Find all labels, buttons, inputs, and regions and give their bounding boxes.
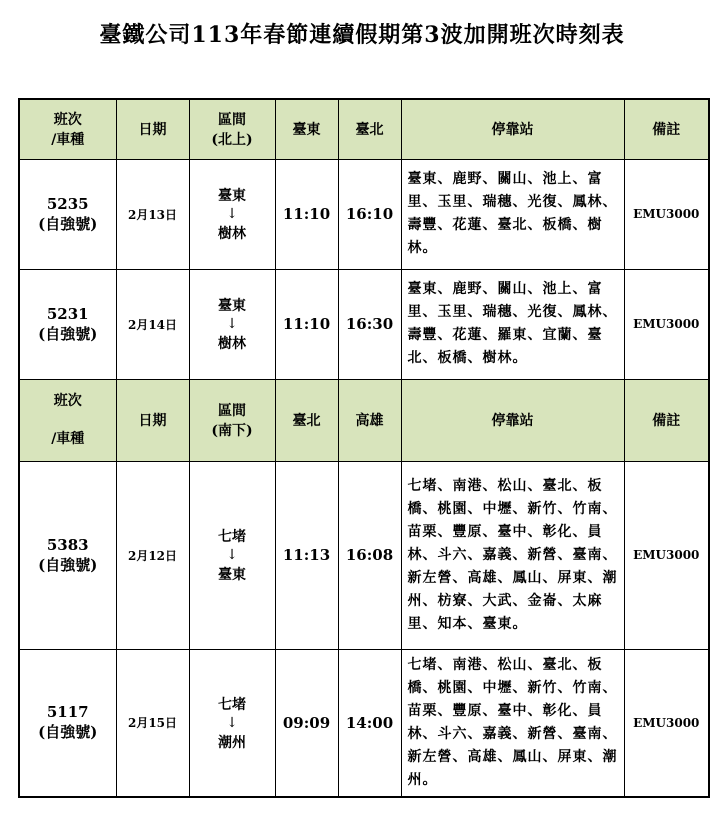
- stops-cell: 臺東、鹿野、關山、池上、富里、玉里、瑞穗、光復、鳳林、壽豐、花蓮、羅東、宜蘭、臺北、板橋、樹林。: [401, 269, 624, 379]
- header-train: 班次 /車種: [19, 379, 116, 461]
- remark-cell: EMU3000: [624, 461, 709, 649]
- table-row: [19, 269, 709, 379]
- arr-time: 16:10: [338, 159, 401, 269]
- train-cell: 5117 (自強號): [19, 649, 116, 797]
- down-arrow-icon: ↓: [226, 714, 238, 731]
- arr-time: 16:08: [338, 461, 401, 649]
- train-cell: 5235 (自強號): [19, 159, 116, 269]
- header-remark: 備註: [624, 379, 709, 461]
- header-remark: 備註: [624, 99, 709, 159]
- header-dep-station: 臺東: [275, 99, 338, 159]
- dep-time: 11:10: [275, 269, 338, 379]
- header-date: 日期: [116, 379, 189, 461]
- stops-cell: 七堵、南港、松山、臺北、板橋、桃園、中壢、新竹、竹南、苗栗、豐原、臺中、彰化、員林、斗六、嘉義、新營、臺南、新左營、高雄、鳳山、屏東、潮州。: [401, 649, 624, 797]
- dep-time: 11:13: [275, 461, 338, 649]
- header-row-northbound: [19, 99, 709, 159]
- stops-cell: 七堵、南港、松山、臺北、板橋、桃園、中壢、新竹、竹南、苗栗、豐原、臺中、彰化、員林、斗六、嘉義、新營、臺南、新左營、高雄、鳳山、屏東、潮州、枋寮、大武、金崙、太麻里、知本、臺東。: [401, 461, 624, 649]
- arr-time: 16:30: [338, 269, 401, 379]
- header-train: 班次 /車種: [19, 99, 116, 159]
- route-cell: 臺東 ↓ 樹林: [189, 269, 275, 379]
- header-route: 區間 (北上): [189, 99, 275, 159]
- train-cell: 5383 (自強號): [19, 461, 116, 649]
- header-row-southbound: [19, 379, 709, 461]
- down-arrow-icon: ↓: [226, 547, 238, 563]
- train-cell: 5231 (自強號): [19, 269, 116, 379]
- remark-cell: EMU3000: [624, 269, 709, 379]
- page-title: 臺鐵公司113年春節連續假期第3波加開班次時刻表: [99, 22, 625, 48]
- header-dep-station: 臺北: [275, 379, 338, 461]
- table-row: [19, 649, 709, 797]
- date-cell: 2月14日: [116, 269, 189, 379]
- table-row: [19, 461, 709, 649]
- remark-cell: EMU3000: [624, 649, 709, 797]
- dep-time: 09:09: [275, 649, 338, 797]
- route-cell: 臺東 ↓ 樹林: [189, 159, 275, 269]
- date-cell: 2月13日: [116, 159, 189, 269]
- arr-time: 14:00: [338, 649, 401, 797]
- timetable: [18, 98, 710, 798]
- down-arrow-icon: ↓: [226, 316, 238, 332]
- down-arrow-icon: ↓: [226, 206, 238, 222]
- stops-cell: 臺東、鹿野、關山、池上、富里、玉里、瑞穗、光復、鳳林、壽豐、花蓮、臺北、板橋、樹林。: [401, 159, 624, 269]
- header-arr-station: 臺北: [338, 99, 401, 159]
- date-cell: 2月15日: [116, 649, 189, 797]
- remark-cell: EMU3000: [624, 159, 709, 269]
- route-cell: 七堵 ↓ 臺東: [189, 461, 275, 649]
- dep-time: 11:10: [275, 159, 338, 269]
- header-route: 區間 (南下): [189, 379, 275, 461]
- header-stops: 停靠站: [401, 99, 624, 159]
- date-cell: 2月12日: [116, 461, 189, 649]
- header-arr-station: 高雄: [338, 379, 401, 461]
- table-row: [19, 159, 709, 269]
- header-date: 日期: [116, 99, 189, 159]
- header-stops: 停靠站: [401, 379, 624, 461]
- route-cell: 七堵 ↓ 潮州: [189, 649, 275, 797]
